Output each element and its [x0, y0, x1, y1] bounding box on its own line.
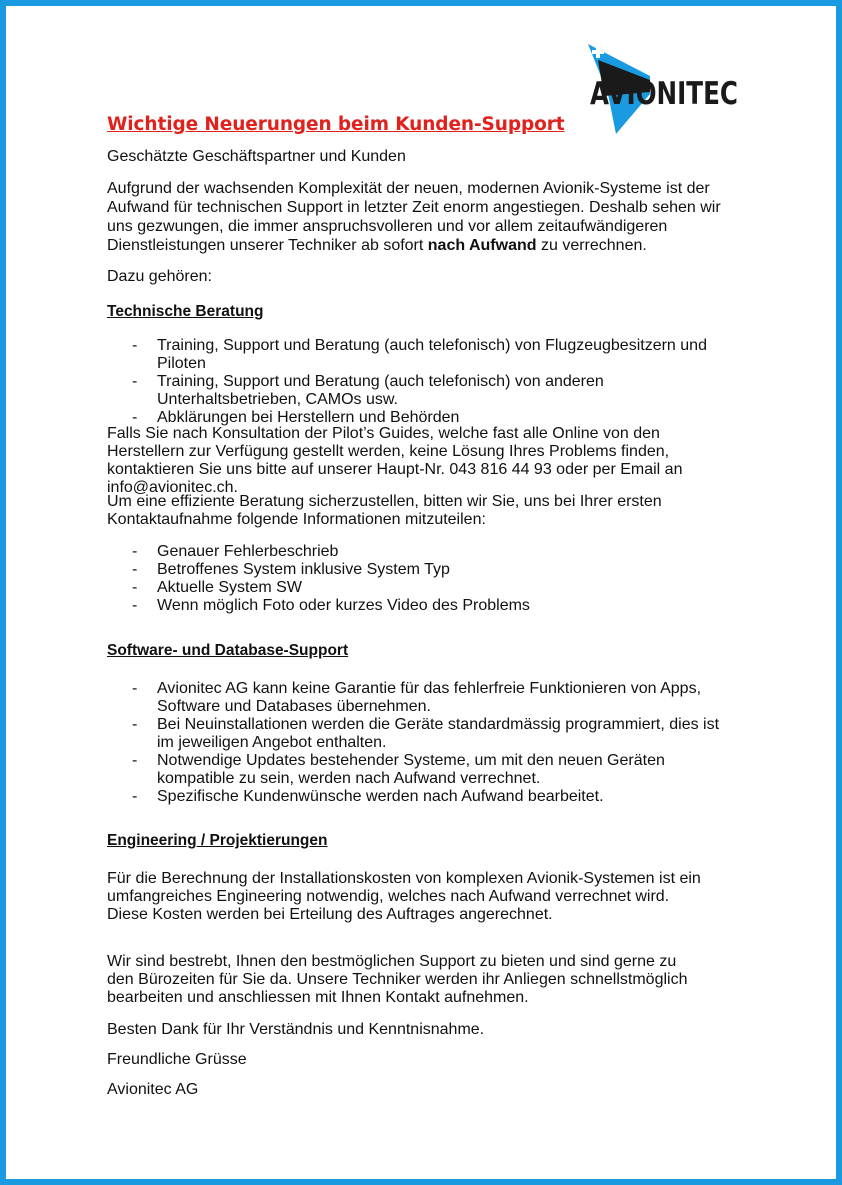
avionitec-logo — [580, 36, 740, 136]
intro-bold: nach Aufwand — [427, 237, 537, 254]
dazu-text: Dazu gehören: — [107, 268, 212, 285]
info-list — [107, 543, 747, 615]
signature-text: Avionitec AG — [107, 1081, 199, 1098]
list-item: - Wenn möglich Foto oder kurzes Video des Problems — [107, 597, 747, 615]
list-item: - Bei Neuinstallationen werden die Geräte standardmässig programmiert, dies ist im jeweiligen Angebot enthalten. — [107, 716, 737, 752]
intro-text-2: zu verrechnen. — [536, 237, 647, 254]
info-request-paragraph: Um eine effiziente Beratung sicherzustellen, bitten wir Sie, uns bei Ihrer ersten Kontaktaufnahme folgende Informationen mitzuteilen: — [107, 493, 662, 528]
salutation: Geschätzte Geschäftspartner und Kunden — [107, 148, 406, 165]
list-item: - Aktuelle System SW — [107, 579, 747, 597]
closing-paragraph: Wir sind bestrebt, Ihnen den bestmöglichen Support zu bieten und sind gerne zu den Bürozeiten für Sie da. Unsere Techniker werden ihr Anliegen schnellstmöglich bearbeiten und anschliessen mit Ihnen Kontakt aufnehmen. — [107, 953, 688, 1006]
technische-list — [107, 337, 747, 427]
greeting-text: Freundliche Grüsse — [107, 1051, 247, 1068]
consultation-paragraph: Falls Sie nach Konsultation der Pilot’s Guides, welche fast alle Online von den Herstellern zur Verfügung gestellt werden, keine Lösung Ihres Problems finden, kontaktieren Sie uns bitte auf unserer Haupt-Nr. 043 816 44 93 oder per Email an info@avionitec.ch. — [107, 425, 683, 496]
heading-engineering: Engineering / Projektierungen — [107, 832, 328, 849]
engineering-paragraph: Für die Berechnung der Installationskosten von komplexen Avionik-Systemen ist ein umfangreiches Engineering notwendig, welches nach Aufwand verrechnet wird. Diese Kosten werden bei Erteilung des Auftrages angerechnet. — [107, 870, 701, 923]
software-list — [107, 680, 737, 806]
list-item: - Notwendige Updates bestehender Systeme, um mit den neuen Geräten kompatible zu sein, werden nach Aufwand verrechnet. — [107, 752, 737, 788]
heading-software-support: Software- und Database-Support — [107, 642, 349, 659]
list-item: - Betroffenes System inklusive System Typ — [107, 561, 747, 579]
intro-paragraph — [107, 179, 747, 255]
list-item: - Avionitec AG kann keine Garantie für das fehlerfreie Funktionieren von Apps, Software und Databases übernehmen. — [107, 680, 737, 716]
intro-text-1: Aufgrund der wachsenden Komplexität der neuen, modernen Avionik-Systeme ist der Aufwand für technischen Support in letzter Zeit enorm angestiegen. Deshalb sehen wir uns gezwungen, die immer anspruchsvolleren und vor allem zeitaufwändigeren Dienstleistungen unserer Techniker ab sofort — [107, 180, 721, 254]
list-item: - Spezifische Kundenwünsche werden nach Aufwand bearbeitet. — [107, 788, 737, 806]
logo-text: AVIONITEC — [590, 76, 738, 112]
list-item: - Genauer Fehlerbeschrieb — [107, 543, 747, 561]
list-item: - Training, Support und Beratung (auch telefonisch) von anderen Unterhaltsbetrieben, CAMOs usw. — [107, 373, 747, 409]
thanks-text: Besten Dank für Ihr Verständnis und Kenntnisnahme. — [107, 1021, 485, 1038]
list-item: - Abklärungen bei Herstellern und Behörden — [107, 409, 747, 427]
heading-technische-beratung: Technische Beratung — [107, 303, 264, 320]
page-title: Wichtige Neuerungen beim Kunden-Support — [107, 114, 565, 135]
list-item: - Training, Support und Beratung (auch telefonisch) von Flugzeugbesitzern und Piloten — [107, 337, 747, 373]
